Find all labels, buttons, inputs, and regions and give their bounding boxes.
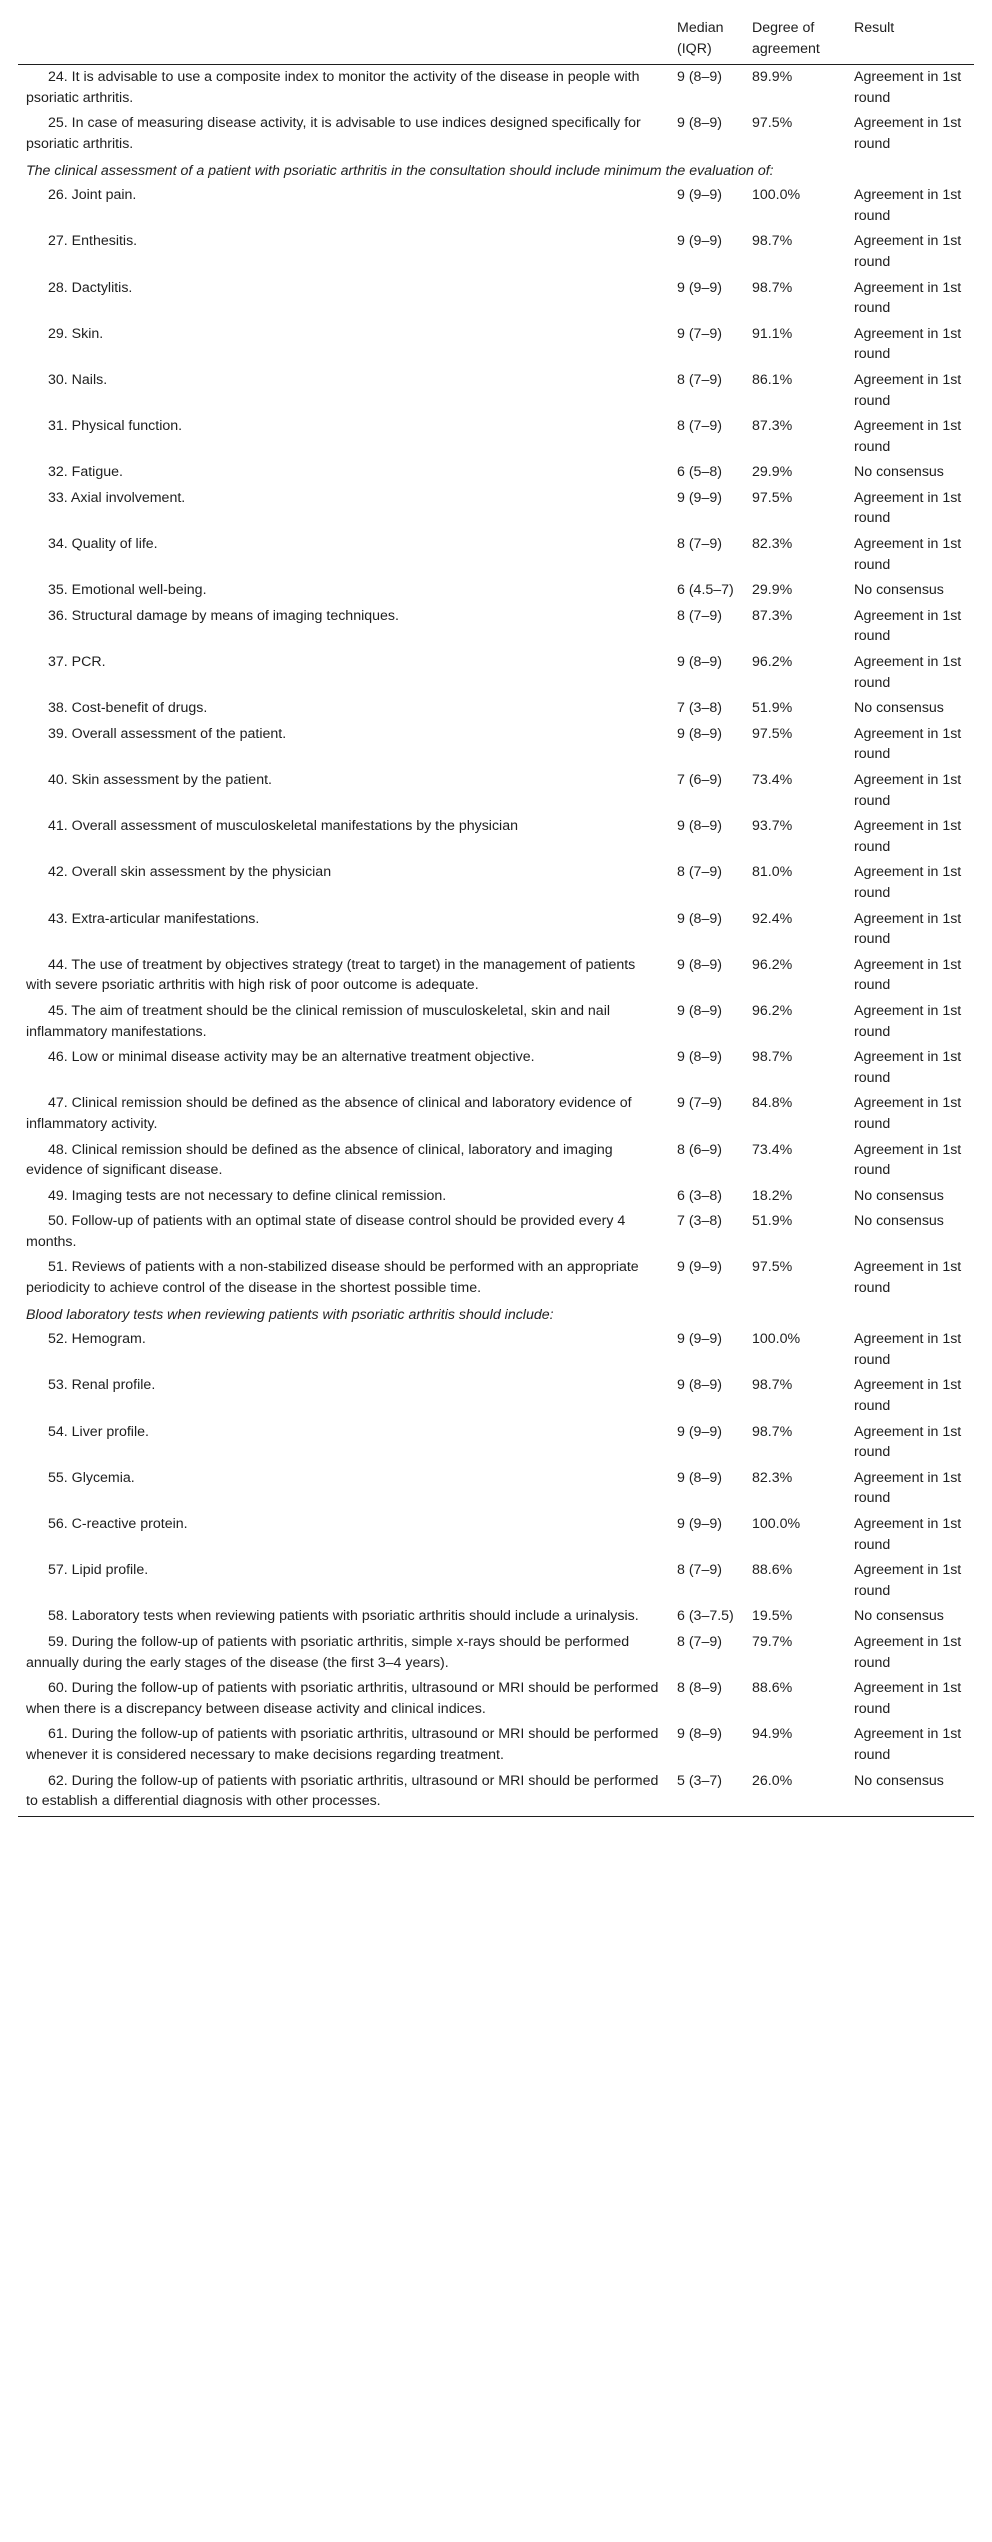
table-row xyxy=(18,1255,974,1301)
median-cell: 9 (9–9) xyxy=(677,1331,722,1348)
result-cell: Agreement in 1st round xyxy=(854,1469,962,1507)
result-cell: Agreement in 1st round xyxy=(854,1259,962,1297)
table-row xyxy=(18,1676,974,1722)
median-cell: 8 (7–9) xyxy=(677,607,722,624)
statement-cell: 30. Nails. xyxy=(48,371,108,388)
degree-cell: 82.3% xyxy=(752,536,793,553)
table-row xyxy=(18,1138,974,1184)
result-cell: Agreement in 1st round xyxy=(854,1562,962,1599)
degree-cell: 84.8% xyxy=(752,1095,793,1112)
result-cell: Agreement in 1st round xyxy=(854,654,962,691)
table-row xyxy=(18,999,974,1045)
table-row xyxy=(18,1722,974,1768)
degree-cell: 79.7% xyxy=(752,1633,793,1650)
table-row xyxy=(18,65,974,112)
degree-cell: 96.2% xyxy=(752,654,793,671)
table-row xyxy=(18,650,974,696)
statement-cell: 49. Imaging tests are not necessary to define clinical remission. xyxy=(48,1187,447,1204)
median-cell: 8 (8–9) xyxy=(677,1680,722,1697)
degree-cell: 92.4% xyxy=(752,910,793,927)
statement-cell: 37. PCR. xyxy=(48,654,106,671)
statement-cell: 34. Quality of life. xyxy=(48,536,158,553)
result-cell: Agreement in 1st round xyxy=(854,864,962,901)
table-row xyxy=(18,1091,974,1137)
degree-cell: 87.3% xyxy=(752,418,793,435)
statement-cell: 46. Low or minimal disease activity may be an alternative treatment objective. xyxy=(48,1049,535,1066)
degree-cell: 19.5% xyxy=(752,1608,793,1625)
result-cell: Agreement in 1st round xyxy=(854,69,962,106)
median-cell: 9 (8–9) xyxy=(677,818,722,835)
header-degree: Degree of agreement xyxy=(744,11,846,65)
degree-cell: 96.2% xyxy=(752,956,793,973)
median-cell: 9 (7–9) xyxy=(677,1095,722,1112)
result-cell: Agreement in 1st round xyxy=(854,818,962,855)
table-row xyxy=(18,322,974,368)
result-cell: Agreement in 1st round xyxy=(854,1002,962,1040)
consensus-results-table xyxy=(18,11,974,1817)
header-row xyxy=(18,11,974,65)
result-cell: Agreement in 1st round xyxy=(854,725,962,763)
median-cell: 7 (3–8) xyxy=(677,700,722,717)
statement-cell: 26. Joint pain. xyxy=(48,187,137,204)
result-cell: No consensus xyxy=(854,1608,944,1625)
median-cell: 9 (8–9) xyxy=(677,654,722,671)
median-cell: 9 (8–9) xyxy=(677,1049,722,1066)
median-cell: 5 (3–7) xyxy=(669,1769,744,1817)
degree-cell: 100.0% xyxy=(752,187,801,204)
statement-cell: 29. Skin. xyxy=(48,325,104,342)
statement-cell: 61. During the follow-up of patients with psoriatic arthritis, ultrasound or MRI should be performed whenever it is considered necessary to make decisions regarding treatment. xyxy=(26,1726,659,1763)
result-cell: Agreement in 1st round xyxy=(854,772,962,809)
result-cell: Agreement in 1st round xyxy=(854,489,962,527)
degree-cell: 97.5% xyxy=(752,1259,793,1276)
statement-cell: 53. Renal profile. xyxy=(48,1377,156,1394)
degree-cell: 89.9% xyxy=(752,69,793,86)
table-row xyxy=(18,860,974,906)
statement-cell: 50. Follow-up of patients with an optimal state of disease control should be provided every 4 months. xyxy=(26,1213,626,1250)
statement-cell: 27. Enthesitis. xyxy=(48,233,138,250)
result-cell: Agreement in 1st round xyxy=(854,1726,962,1763)
degree-cell: 100.0% xyxy=(752,1516,801,1532)
median-cell: 9 (8–9) xyxy=(677,115,722,132)
result-cell: Agreement in 1st round xyxy=(854,536,962,573)
median-cell: 9 (8–9) xyxy=(677,1469,722,1486)
table-row xyxy=(18,532,974,578)
section-heading: The clinical assessment of a patient with psoriatic arthritis in the consultation should include minimum the evaluation of: xyxy=(26,162,774,179)
header-statement xyxy=(18,11,669,65)
result-cell: Agreement in 1st round xyxy=(854,956,962,994)
table-row xyxy=(18,696,974,722)
result-cell: Agreement in 1st round xyxy=(854,279,962,317)
degree-cell: 98.7% xyxy=(752,1049,793,1066)
median-cell: 6 (5–8) xyxy=(677,464,722,481)
degree-cell: 29.9% xyxy=(752,582,793,599)
table-row xyxy=(18,1769,974,1817)
table-row xyxy=(18,953,974,999)
result-cell: Agreement in 1st round xyxy=(854,1633,962,1671)
table-row xyxy=(18,276,974,322)
median-cell: 8 (7–9) xyxy=(677,864,722,881)
degree-cell: 97.5% xyxy=(752,489,793,506)
median-cell: 9 (8–9) xyxy=(677,956,722,973)
median-cell: 8 (7–9) xyxy=(677,418,722,435)
statement-cell: 24. It is advisable to use a composite index to monitor the activity of the disease in people with psoriatic arthritis. xyxy=(26,69,640,106)
table-row xyxy=(18,1327,974,1373)
statement-cell: 31. Physical function. xyxy=(48,418,183,435)
result-cell: Agreement in 1st round xyxy=(854,325,962,363)
table-row xyxy=(18,768,974,814)
table-row xyxy=(18,604,974,650)
statement-cell: 28. Dactylitis. xyxy=(48,279,133,296)
median-cell: 6 (3–8) xyxy=(677,1187,722,1204)
statement-cell: 54. Liver profile. xyxy=(48,1423,149,1440)
result-cell: No consensus xyxy=(854,1213,944,1230)
median-cell: 9 (8–9) xyxy=(677,910,722,927)
result-cell: Agreement in 1st round xyxy=(854,418,962,455)
degree-cell: 98.7% xyxy=(752,279,793,296)
statement-cell: 35. Emotional well-being. xyxy=(48,582,207,599)
statement-cell: 36. Structural damage by means of imaging techniques. xyxy=(48,607,399,624)
statement-cell: 60. During the follow-up of patients with psoriatic arthritis, ultrasound or MRI should be performed when there is a discrepancy between disease activity and clinical indices. xyxy=(26,1680,659,1717)
median-cell: 9 (8–9) xyxy=(677,1002,722,1019)
result-cell: No consensus xyxy=(854,1187,944,1204)
median-cell: 9 (9–9) xyxy=(677,279,722,296)
median-cell: 9 (9–9) xyxy=(677,233,722,250)
statement-cell: 38. Cost-benefit of drugs. xyxy=(48,700,208,717)
degree-cell: 98.7% xyxy=(752,1377,793,1394)
table-row xyxy=(18,460,974,486)
result-cell: Agreement in 1st round xyxy=(854,1516,962,1553)
statement-cell: 51. Reviews of patients with a non-stabilized disease should be performed with an appropriate periodicity to achieve control of the disease in the shortest possible time. xyxy=(26,1259,639,1297)
degree-cell: 82.3% xyxy=(752,1469,793,1486)
degree-cell: 91.1% xyxy=(752,325,793,342)
table-row xyxy=(18,1466,974,1512)
degree-cell: 87.3% xyxy=(752,607,793,624)
table-row xyxy=(18,1420,974,1466)
table-row xyxy=(18,1630,974,1676)
result-cell: No consensus xyxy=(854,582,944,599)
median-cell: 9 (7–9) xyxy=(677,325,722,342)
median-cell: 9 (8–9) xyxy=(677,1726,722,1743)
result-cell: Agreement in 1st round xyxy=(854,1049,962,1086)
result-cell: Agreement in 1st round xyxy=(854,1377,962,1415)
degree-cell: 96.2% xyxy=(752,1002,793,1019)
table-row xyxy=(18,368,974,414)
table-row xyxy=(18,1512,974,1558)
median-cell: 6 (4.5–7) xyxy=(677,582,734,599)
result-cell: Agreement in 1st round xyxy=(854,371,962,409)
result-cell: Agreement in 1st round xyxy=(854,1331,962,1368)
table-row xyxy=(18,722,974,768)
table-row xyxy=(18,111,974,157)
table-row xyxy=(18,1604,974,1630)
result-cell: Agreement in 1st round xyxy=(854,910,962,948)
statement-cell: 62. During the follow-up of patients with psoriatic arthritis, ultrasound or MRI should be performed to establish a differential diagnosis with other processes. xyxy=(18,1769,669,1817)
median-cell: 9 (9–9) xyxy=(677,1516,722,1532)
result-cell: No consensus xyxy=(854,700,944,717)
statement-cell: 56. C-reactive protein. xyxy=(48,1516,188,1532)
statement-cell: 41. Overall assessment of musculoskeletal manifestations by the physician xyxy=(48,818,518,835)
median-cell: 9 (8–9) xyxy=(677,69,722,86)
degree-cell: 18.2% xyxy=(752,1187,793,1204)
median-cell: 8 (7–9) xyxy=(677,1562,722,1579)
median-cell: 8 (7–9) xyxy=(677,536,722,553)
section-heading: Blood laboratory tests when reviewing patients with psoriatic arthritis should include: xyxy=(26,1306,554,1323)
degree-cell: 81.0% xyxy=(752,864,793,881)
result-cell: Agreement in 1st round xyxy=(854,187,962,224)
degree-cell: 100.0% xyxy=(752,1331,801,1348)
result-cell: Agreement in 1st round xyxy=(854,1680,962,1717)
degree-cell: 97.5% xyxy=(752,115,793,132)
median-cell: 8 (6–9) xyxy=(677,1141,722,1158)
statement-cell: 48. Clinical remission should be defined as the absence of clinical, laboratory and imaging evidence of significant disease. xyxy=(26,1141,613,1179)
median-cell: 9 (8–9) xyxy=(677,725,722,742)
degree-cell: 98.7% xyxy=(752,233,793,250)
result-cell: Agreement in 1st round xyxy=(854,1141,962,1179)
table-row xyxy=(18,414,974,460)
table-header xyxy=(18,11,974,65)
median-cell: 9 (9–9) xyxy=(677,489,722,506)
table-row xyxy=(18,1184,974,1210)
degree-cell: 73.4% xyxy=(752,772,793,788)
degree-cell: 73.4% xyxy=(752,1141,793,1158)
statement-cell: 43. Extra-articular manifestations. xyxy=(48,910,260,927)
result-cell: No consensus xyxy=(854,464,944,481)
table-row xyxy=(18,486,974,532)
median-cell: 7 (3–8) xyxy=(677,1213,722,1230)
table-row xyxy=(18,1209,974,1255)
degree-cell: 94.9% xyxy=(752,1726,793,1743)
statement-cell: 59. During the follow-up of patients with psoriatic arthritis, simple x-rays should be performed annually during the early stages of the disease (the first 3–4 years). xyxy=(26,1633,630,1671)
degree-cell: 97.5% xyxy=(752,725,793,742)
degree-cell: 88.6% xyxy=(752,1680,793,1697)
degree-cell: 26.0% xyxy=(744,1769,846,1817)
degree-cell: 51.9% xyxy=(752,700,793,717)
statement-cell: 44. The use of treatment by objectives strategy (treat to target) in the management of patients with severe psoriatic arthritis with high risk of poor outcome is adequate. xyxy=(26,956,636,994)
table-row xyxy=(18,1373,974,1419)
result-cell: No consensus xyxy=(846,1769,974,1817)
median-cell: 8 (7–9) xyxy=(677,1633,722,1650)
statement-cell: 55. Glycemia. xyxy=(48,1469,135,1486)
result-cell: Agreement in 1st round xyxy=(854,1423,962,1461)
median-cell: 8 (7–9) xyxy=(677,371,722,388)
table-row xyxy=(18,183,974,229)
degree-cell: 93.7% xyxy=(752,818,793,835)
median-cell: 9 (9–9) xyxy=(677,1259,722,1276)
degree-cell: 86.1% xyxy=(752,371,793,388)
degree-cell: 29.9% xyxy=(752,464,793,481)
median-cell: 9 (9–9) xyxy=(677,1423,722,1440)
table-row xyxy=(18,1045,974,1091)
statement-cell: 42. Overall skin assessment by the physician xyxy=(48,864,332,881)
median-cell: 9 (9–9) xyxy=(677,187,722,204)
result-cell: Agreement in 1st round xyxy=(854,233,962,270)
degree-cell: 98.7% xyxy=(752,1423,793,1440)
median-cell: 7 (6–9) xyxy=(677,772,722,788)
degree-cell: 51.9% xyxy=(752,1213,793,1230)
statement-cell: 32. Fatigue. xyxy=(48,464,123,481)
header-median: Median (IQR) xyxy=(669,11,744,65)
table-row xyxy=(18,578,974,604)
result-cell: Agreement in 1st round xyxy=(854,1095,962,1132)
section-heading-row xyxy=(18,1302,974,1328)
table-body xyxy=(18,65,974,1817)
table-row xyxy=(18,907,974,953)
table-row xyxy=(18,229,974,275)
table-row xyxy=(18,814,974,860)
statement-cell: 39. Overall assessment of the patient. xyxy=(48,725,287,742)
statement-cell: 52. Hemogram. xyxy=(48,1331,146,1348)
result-cell: Agreement in 1st round xyxy=(854,115,962,152)
median-cell: 6 (3–7.5) xyxy=(677,1608,734,1625)
statement-cell: 40. Skin assessment by the patient. xyxy=(48,772,272,788)
statement-cell: 58. Laboratory tests when reviewing patients with psoriatic arthritis should include a urinalysis. xyxy=(48,1608,639,1625)
statement-cell: 45. The aim of treatment should be the clinical remission of musculoskeletal, skin and nail inflammatory manifestations. xyxy=(26,1002,611,1040)
statement-cell: 47. Clinical remission should be defined as the absence of clinical and laboratory evidence of inflammatory activity. xyxy=(26,1095,632,1132)
header-result: Result xyxy=(846,11,974,65)
median-cell: 9 (8–9) xyxy=(677,1377,722,1394)
table-row xyxy=(18,1558,974,1604)
statement-cell: 57. Lipid profile. xyxy=(48,1562,149,1579)
statement-cell: 33. Axial involvement. xyxy=(48,489,186,506)
statement-cell: 25. In case of measuring disease activity, it is advisable to use indices designed specifically for psoriatic arthritis. xyxy=(26,115,641,152)
section-heading-row xyxy=(18,158,974,184)
result-cell: Agreement in 1st round xyxy=(854,607,962,645)
degree-cell: 88.6% xyxy=(752,1562,793,1579)
